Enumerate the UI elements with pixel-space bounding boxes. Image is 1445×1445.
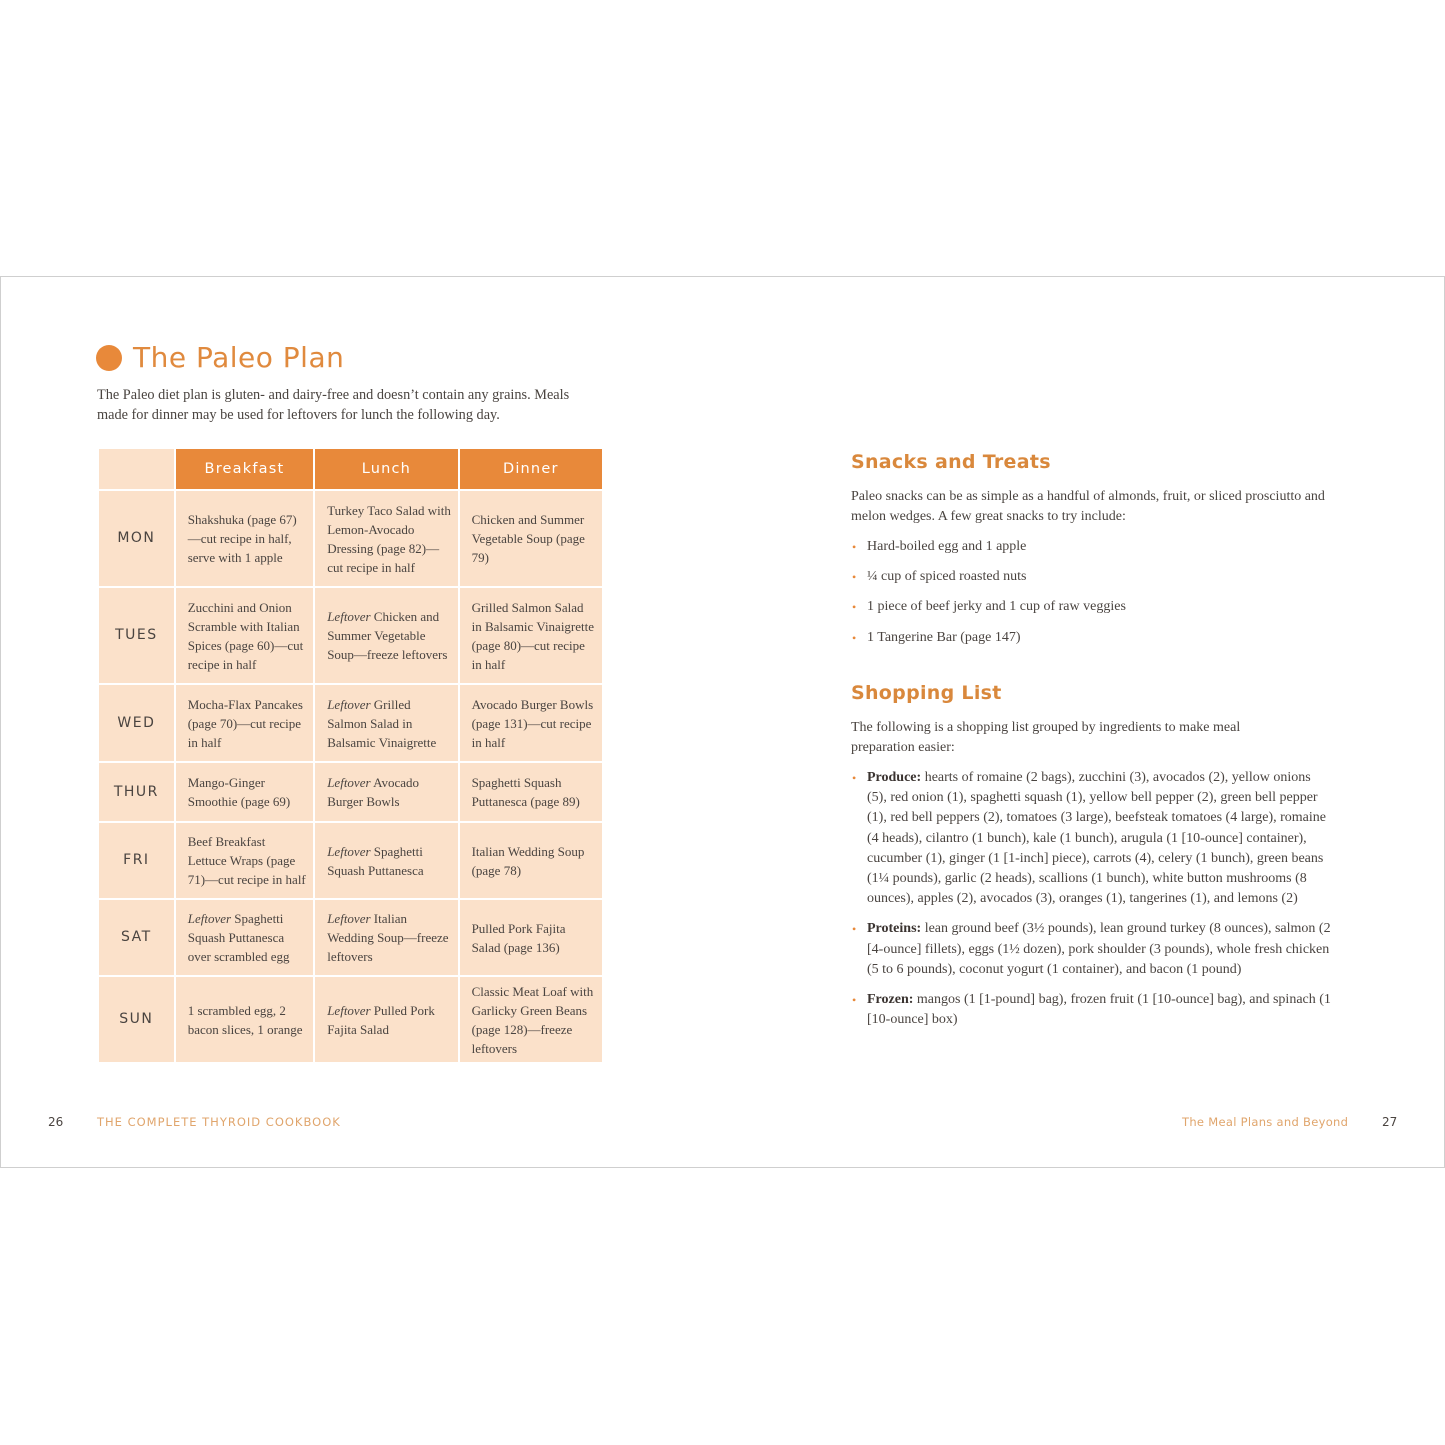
table-row [99, 685, 602, 761]
running-head-left: THE COMPLETE THYROID COOKBOOK [97, 1115, 341, 1129]
table-row [99, 900, 602, 975]
dinner-cell: Grilled Salmon Salad in Balsamic Vinaigrette (page 80)—cut recipe in half [460, 588, 602, 683]
lunch-text: Chicken and Summer Vegetable Soup—freeze leftovers [327, 609, 448, 662]
table-header-row [99, 449, 602, 489]
lunch-cell [315, 900, 457, 975]
day-label: MON [99, 491, 174, 586]
shopping-list [851, 768, 1331, 1040]
orange-dot-icon [96, 345, 122, 371]
bullet-icon: • [852, 570, 857, 585]
page-title: The Paleo Plan [133, 341, 345, 374]
list-item-text: mangos (1 [1-pound] bag), frozen fruit (1 [10-ounce] bag), and spinach (1 [10-ounce] box) [867, 992, 1331, 1028]
header-dinner: Dinner [460, 449, 602, 489]
lunch-text: Italian Wedding Soup—freeze leftovers [327, 911, 449, 964]
list-item-text: 1 Tangerine Bar (page 147) [867, 629, 1021, 645]
day-label: SAT [99, 900, 174, 975]
dinner-cell: Chicken and Summer Vegetable Soup (page 79) [460, 491, 602, 586]
list-item [851, 537, 1371, 557]
lunch-cell [315, 588, 457, 683]
day-label: FRI [99, 823, 174, 898]
bullet-icon: • [852, 993, 857, 1008]
breakfast-cell: Mocha-Flax Pancakes (page 70)—cut recipe in half [176, 685, 313, 761]
table-row [99, 491, 602, 586]
shopping-heading: Shopping List [851, 682, 1002, 704]
shopping-intro: The following is a shopping list grouped by ingredients to make meal preparation easier: [851, 720, 1241, 756]
list-item-text: ¼ cup of spiced roasted nuts [867, 569, 1027, 585]
table-row [99, 588, 602, 683]
breakfast-cell: 1 scrambled egg, 2 bacon slices, 1 orange [176, 977, 313, 1062]
dinner-cell: Italian Wedding Soup (page 78) [460, 823, 602, 898]
lunch-cell: Turkey Taco Salad with Lemon-Avocado Dressing (page 82)—cut recipe in half [315, 491, 457, 586]
header-lunch: Lunch [315, 449, 457, 489]
header-breakfast: Breakfast [176, 449, 313, 489]
table-row [99, 823, 602, 898]
lunch-cell [315, 977, 457, 1062]
bullet-icon: • [852, 922, 857, 937]
breakfast-cell [176, 900, 313, 975]
snacks-intro: Paleo snacks can be as simple as a handful of almonds, fruit, or sliced prosciutto and melon wedges. A few great snacks to try include: [851, 489, 1325, 525]
lunch-cell [315, 823, 457, 898]
list-item [851, 628, 1371, 648]
category-label: Produce: [867, 770, 922, 785]
lunch-cell [315, 763, 457, 821]
snacks-list [851, 537, 1371, 658]
list-item-text: 1 piece of beef jerky and 1 cup of raw veggies [867, 599, 1126, 615]
list-item-text: hearts of romaine (2 bags), zucchini (3), avocados (2), yellow onions (5), red onion (1), spaghetti squash (1), yellow bell pepper (2), green bell pepper (1), red bell peppers (2), tomatoes (3 large), beefsteak tomatoes (4 large), romaine (4 heads), cilantro (1 bunch), kale (1 bunch), arugula (1 [10-ounce] container), cucumber (1), ginger (1 [1-inch] piece), carrots (4), celery (1 bunch), green beans (1¼ pounds), garlic (2 heads), scallions (1 bunch), white button mushrooms (8 ounces), apples (2), avocados (3), oranges (1), tangerines (1), and lemons (2) [867, 770, 1326, 907]
bullet-icon: • [852, 630, 857, 645]
leftover-label: Leftover [327, 843, 371, 859]
day-label: TUES [99, 588, 174, 683]
dinner-cell: Pulled Pork Fajita Salad (page 136) [460, 900, 602, 975]
leftover-label: Leftover [327, 609, 371, 624]
left-page [1, 277, 723, 1167]
bullet-icon: • [852, 540, 857, 554]
list-item [851, 919, 1331, 980]
leftover-label: Leftover [327, 1002, 371, 1018]
breakfast-text: Spaghetti Squash Puttanesca over scrambled egg [187, 911, 290, 964]
list-item [851, 567, 1371, 587]
breakfast-cell: Mango-Ginger Smoothie (page 69) [176, 763, 313, 821]
breakfast-cell: Beef Breakfast Lettuce Wraps (page 71)—cut recipe in half [176, 823, 313, 898]
title-row [96, 341, 344, 374]
breakfast-cell: Zucchini and Onion Scramble with Italian Spices (page 60)—cut recipe in half [176, 588, 313, 683]
intro-paragraph: The Paleo diet plan is gluten- and dairy-free and doesn’t contain any grains. Meals made for dinner may be used for leftovers for lunch the following day. [97, 387, 570, 423]
running-head-right: The Meal Plans and Beyond [1182, 1115, 1349, 1129]
leftover-label: Leftover [327, 775, 371, 790]
snacks-heading: Snacks and Treats [851, 451, 1051, 473]
table-row [99, 763, 602, 821]
page-number-left: 26 [48, 1115, 64, 1129]
leftover-label: Leftover [327, 696, 371, 712]
table-row [99, 977, 602, 1062]
list-item [851, 597, 1371, 617]
dinner-cell: Classic Meat Loaf with Garlicky Green Beans (page 128)—freeze leftovers [460, 977, 602, 1062]
corner-cell [99, 449, 174, 489]
lunch-text: Avocado Burger Bowls [327, 775, 420, 809]
lunch-text: Grilled Salmon Salad in Balsamic Vinaigrette [327, 696, 437, 750]
lunch-text: Pulled Pork Fajita Salad [327, 1002, 435, 1037]
breakfast-cell: Shakshuka (page 67)—cut recipe in half, serve with 1 apple [176, 491, 313, 586]
list-item [851, 990, 1331, 1030]
right-page [723, 277, 1444, 1167]
day-label: WED [99, 685, 174, 761]
category-label: Proteins: [867, 921, 922, 937]
dinner-cell: Avocado Burger Bowls (page 131)—cut recipe in half [460, 685, 602, 761]
day-label: SUN [99, 977, 174, 1062]
leftover-label: Leftover [187, 911, 232, 926]
lunch-text: Spaghetti Squash Puttanesca [327, 843, 424, 878]
list-item-text: Hard-boiled egg and 1 apple [867, 539, 1027, 554]
lunch-cell [315, 685, 457, 761]
meal-plan-table [97, 447, 604, 1064]
page-number-right: 27 [1382, 1115, 1398, 1129]
dinner-cell: Spaghetti Squash Puttanesca (page 89) [460, 763, 602, 821]
book-spread [0, 276, 1445, 1168]
category-label: Frozen: [867, 992, 914, 1008]
leftover-label: Leftover [327, 911, 371, 926]
bullet-icon: • [852, 600, 857, 615]
list-item-text: lean ground beef (3½ pounds), lean ground turkey (8 ounces), salmon (2 [4-ounce] fillets), eggs (1½ dozen), pork shoulder (3 pounds), whole fresh chicken (5 to 6 pounds), coconut yogurt (1 container), and bacon (1 pound) [867, 921, 1331, 977]
list-item [851, 768, 1331, 909]
bullet-icon: • [852, 771, 857, 785]
day-label: THUR [99, 763, 174, 821]
